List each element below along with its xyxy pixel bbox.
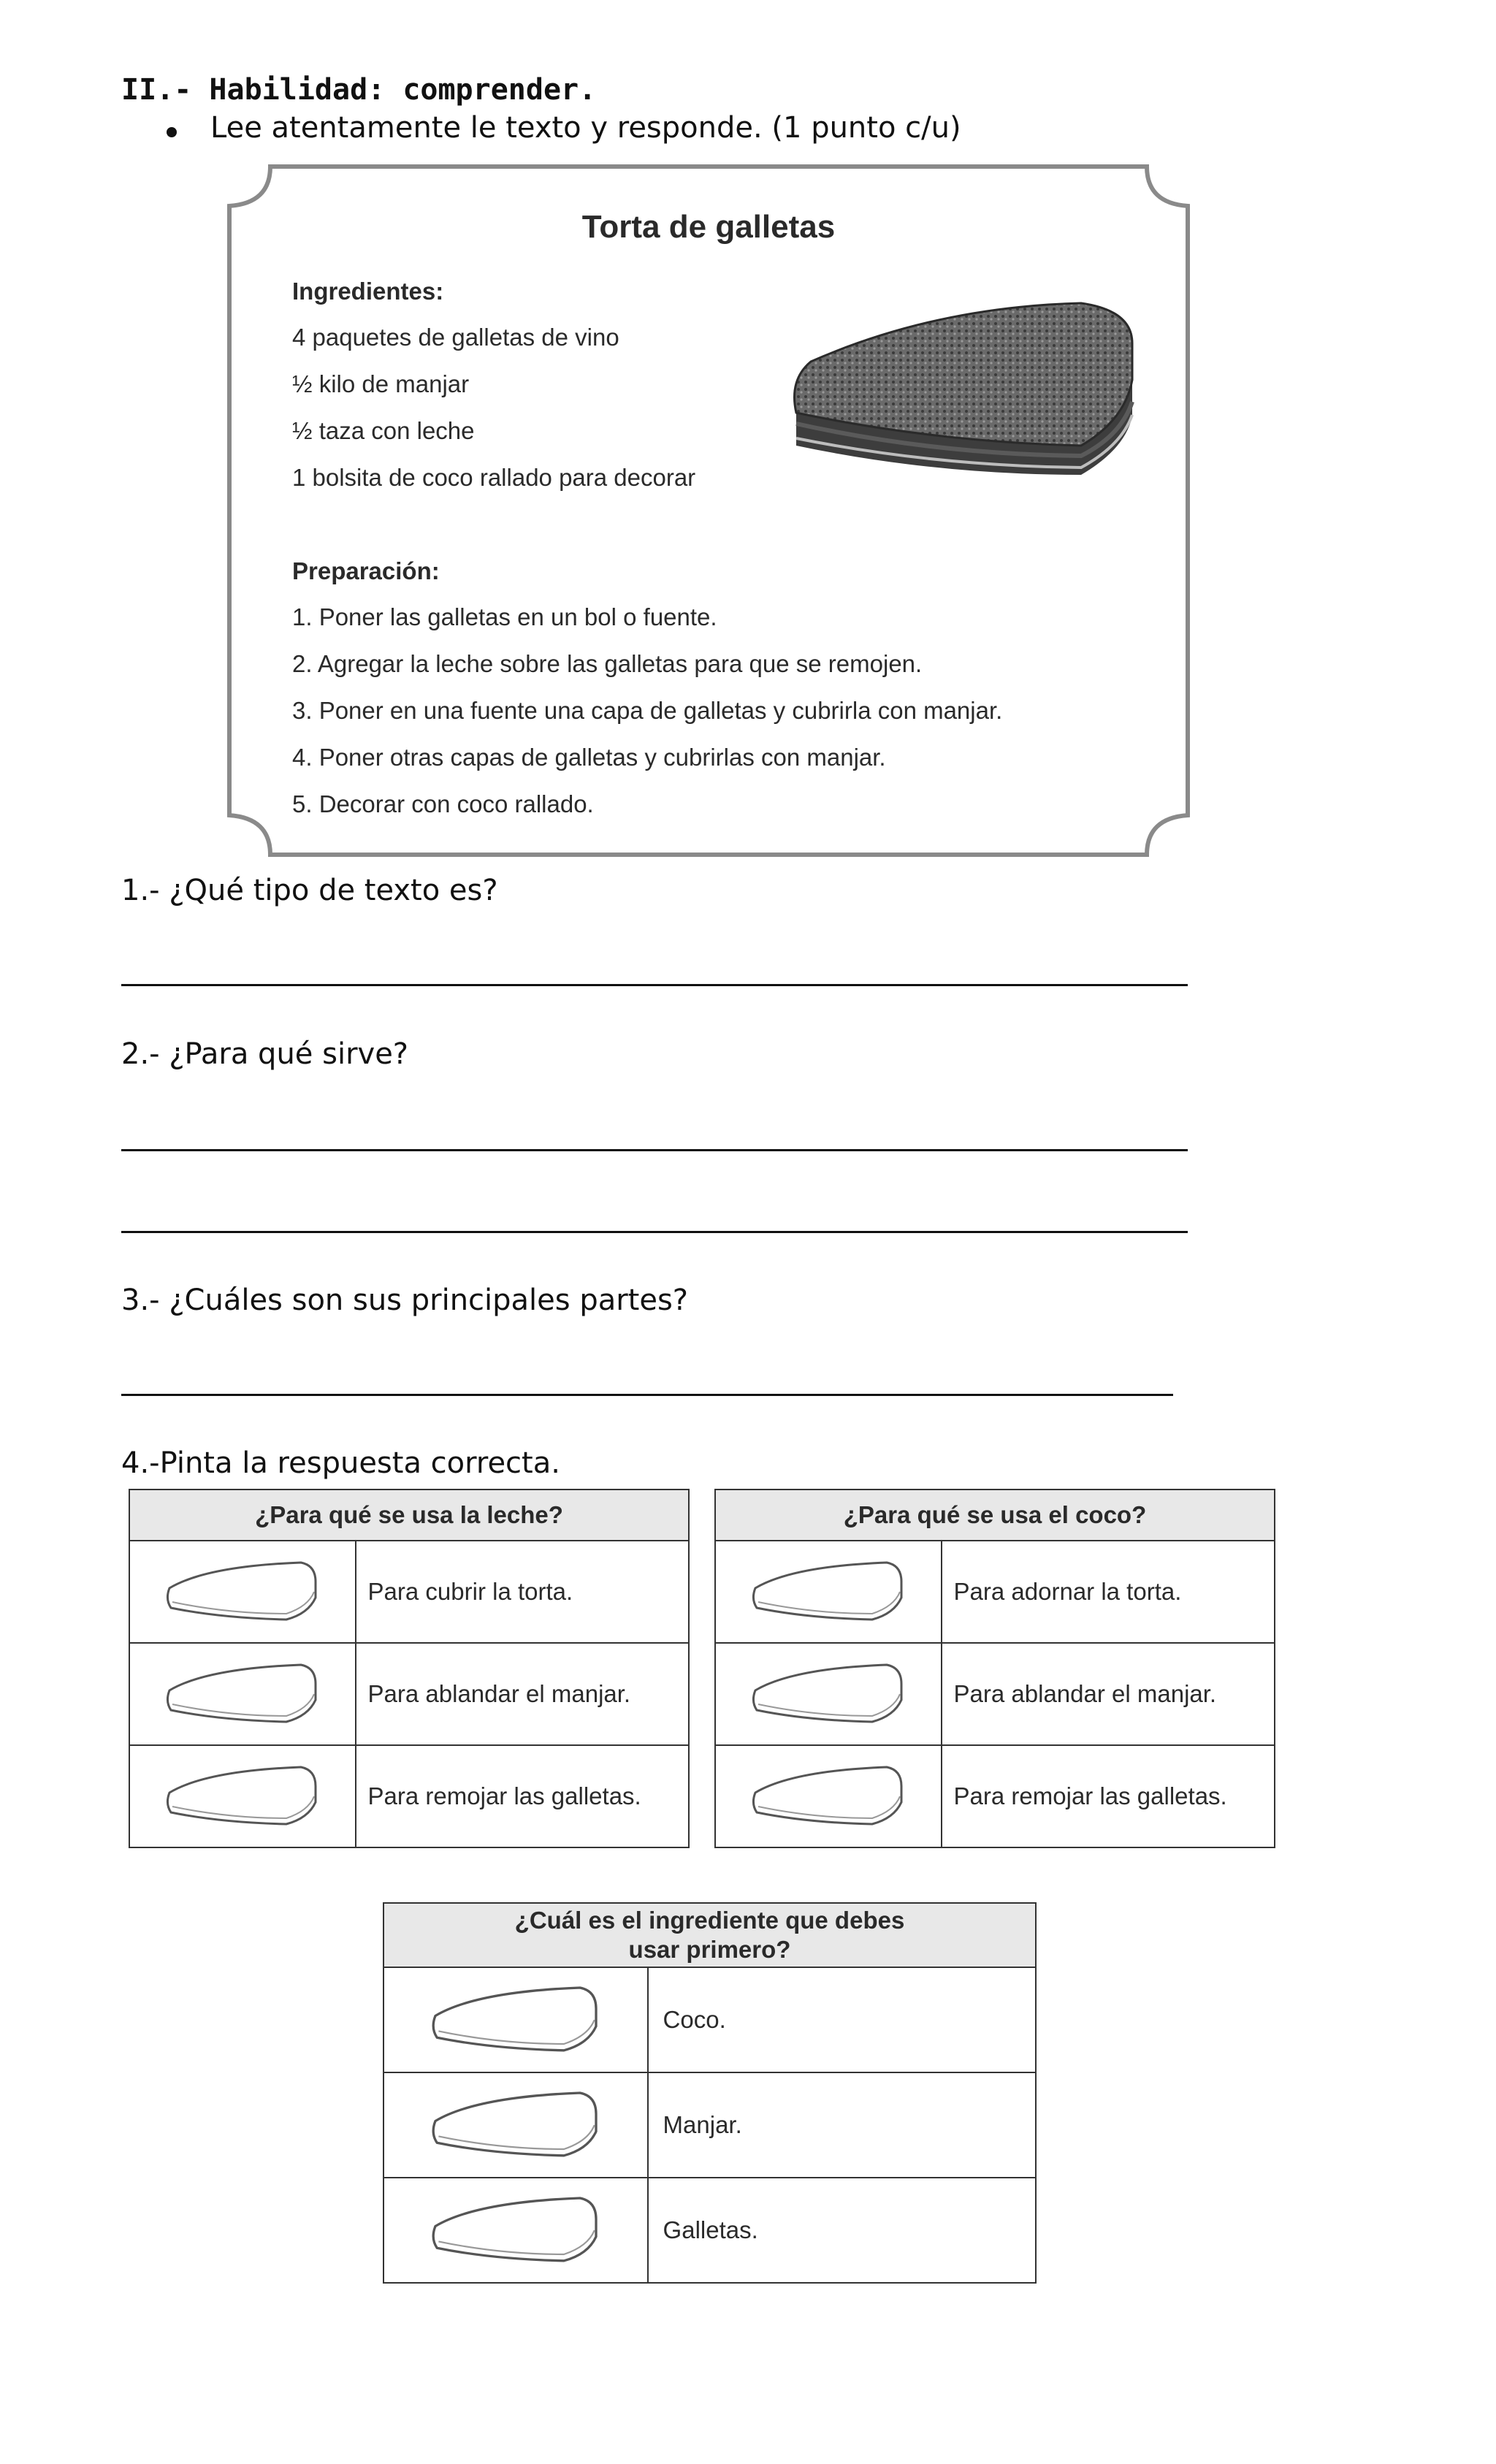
table-row — [129, 1643, 689, 1745]
table-header-line: usar primero? — [628, 1936, 791, 1963]
instruction-text: Lee atentamente le texto y responde. (1 punto c/u) — [210, 111, 961, 145]
ingredient-item: ½ kilo de manjar — [292, 370, 470, 397]
ingredients-label: Ingredientes: — [292, 278, 444, 305]
option-text: Para remojar las galletas. — [356, 1745, 689, 1847]
option-cake-icon[interactable] — [383, 1967, 648, 2072]
table-row — [715, 1745, 1275, 1847]
preparation-label: Preparación: — [292, 557, 440, 584]
table-row — [715, 1541, 1275, 1643]
first-ingredient-table — [383, 1902, 1037, 2284]
preparation-step: 5. Decorar con coco rallado. — [292, 790, 594, 817]
section-title: II.- Habilidad: comprender. — [121, 73, 597, 107]
table-header: ¿Para qué se usa el coco? — [715, 1490, 1275, 1541]
preparation-step: 3. Poner en una fuente una capa de galletas y cubrirla con manjar. — [292, 697, 1003, 724]
option-text: Para ablandar el manjar. — [942, 1643, 1275, 1745]
ingredient-item: 4 paquetes de galletas de vino — [292, 324, 619, 351]
table-header — [383, 1903, 1036, 1967]
answer-line[interactable] — [121, 1231, 1188, 1233]
ingredient-item: ½ taza con leche — [292, 417, 475, 444]
answer-line[interactable] — [121, 984, 1188, 986]
table-row — [383, 2072, 1036, 2178]
table-header: ¿Para qué se usa la leche? — [129, 1490, 689, 1541]
preparation-step: 1. Poner las galletas en un bol o fuente. — [292, 603, 717, 630]
option-cake-icon[interactable] — [383, 2178, 648, 2283]
option-cake-icon[interactable] — [715, 1643, 942, 1745]
question-2: 2.- ¿Para qué sirve? — [121, 1037, 409, 1071]
question-3: 3.- ¿Cuáles son sus principales partes? — [121, 1284, 689, 1317]
bullet-icon — [167, 127, 177, 137]
option-cake-icon[interactable] — [129, 1541, 356, 1643]
option-cake-icon[interactable] — [129, 1643, 356, 1745]
option-text: Para adornar la torta. — [942, 1541, 1275, 1643]
option-cake-icon[interactable] — [715, 1745, 942, 1847]
option-text: Galletas. — [648, 2178, 1036, 2283]
option-cake-icon[interactable] — [715, 1541, 942, 1643]
option-text: Coco. — [648, 1967, 1036, 2072]
question-4: 4.-Pinta la respuesta correcta. — [121, 1446, 560, 1480]
table-header-line: ¿Cuál es el ingrediente que debes — [514, 1907, 905, 1934]
table-row — [383, 1967, 1036, 2072]
coconut-options-table — [714, 1489, 1275, 1848]
preparation-step: 2. Agregar la leche sobre las galletas para que se remojen. — [292, 650, 923, 677]
table-row — [715, 1643, 1275, 1745]
option-text: Para remojar las galletas. — [942, 1745, 1275, 1847]
answer-line[interactable] — [121, 1394, 1173, 1396]
answer-line[interactable] — [121, 1149, 1188, 1151]
option-cake-icon[interactable] — [383, 2072, 648, 2178]
table-row — [129, 1745, 689, 1847]
option-text: Manjar. — [648, 2072, 1036, 2178]
preparation-step: 4. Poner otras capas de galletas y cubrirlas con manjar. — [292, 744, 886, 771]
ingredient-item: 1 bolsita de coco rallado para decorar — [292, 464, 696, 491]
option-text: Para ablandar el manjar. — [356, 1643, 689, 1745]
cake-icon — [789, 292, 1140, 489]
table-row — [129, 1541, 689, 1643]
recipe-title: Torta de galletas — [581, 209, 836, 245]
option-cake-icon[interactable] — [129, 1745, 356, 1847]
milk-options-table — [129, 1489, 690, 1848]
question-1: 1.- ¿Qué tipo de texto es? — [121, 874, 498, 907]
table-row — [383, 2178, 1036, 2283]
option-text: Para cubrir la torta. — [356, 1541, 689, 1643]
